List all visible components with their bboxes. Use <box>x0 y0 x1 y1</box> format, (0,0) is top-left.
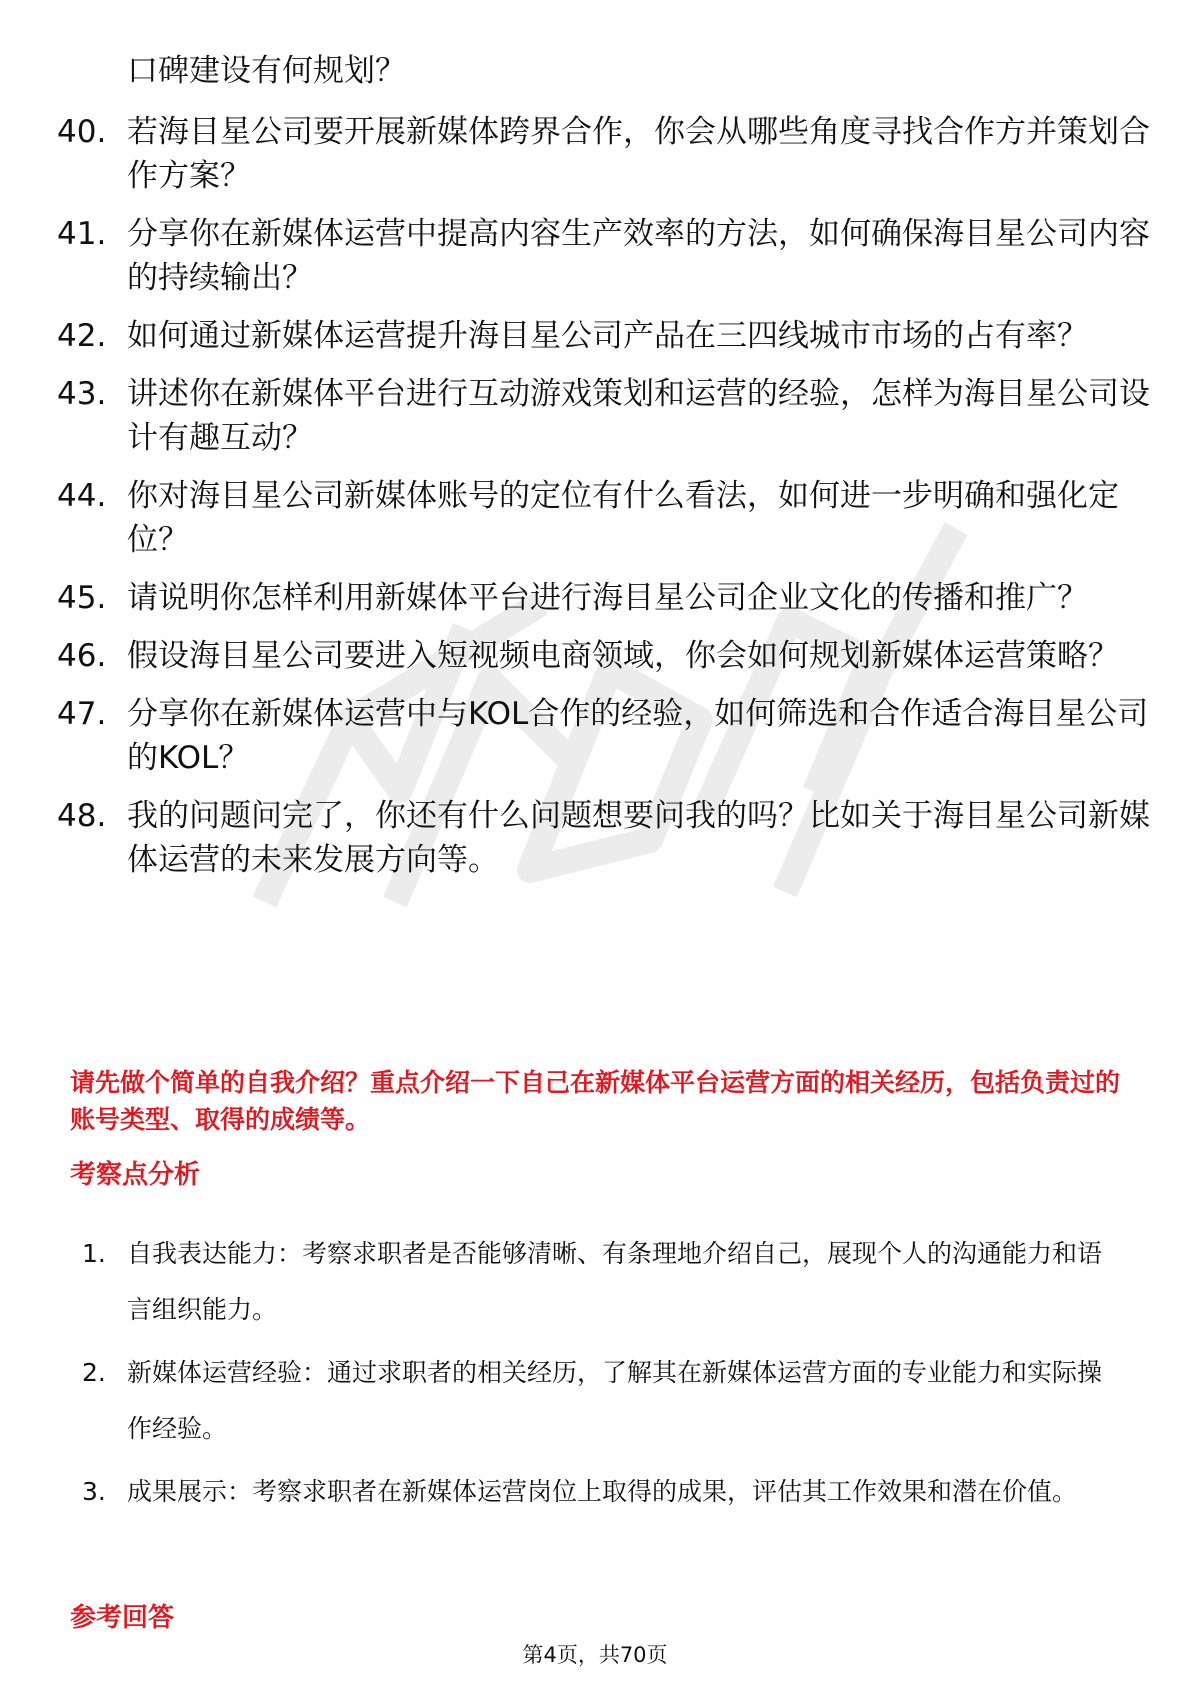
analysis-text: 自我表达能力：考察求职者是否能够清晰、有条理地介绍自己，展现个人的沟通能力和语言组织能力。 <box>127 1239 1103 1324</box>
question-text: 请说明你怎样利用新媒体平台进行海目星公司企业文化的传播和推广？ <box>127 580 1088 616</box>
question-item <box>57 110 1167 198</box>
question-text: 讲述你在新媒体平台进行互动游戏策划和运营的经验，怎样为海目星公司设计有趣互动？ <box>127 376 1150 456</box>
question-item <box>57 474 1167 562</box>
analysis-item <box>82 1226 1122 1338</box>
question-item <box>57 794 1167 882</box>
analysis-text: 新媒体运营经验：通过求职者的相关经历，了解其在新媒体运营方面的专业能力和实际操作经验。 <box>127 1358 1103 1443</box>
question-item <box>57 372 1167 460</box>
question-number: 45. <box>57 580 107 616</box>
question-text: 分享你在新媒体运营中与KOL合作的经验，如何筛选和合作适合海目星公司的KOL？ <box>127 696 1149 776</box>
answer-heading: 参考回答 <box>70 1603 175 1633</box>
question-text: 若海目星公司要开展新媒体跨界合作，你会从哪些角度寻找合作方并策划合作方案？ <box>127 114 1150 194</box>
question-item <box>57 634 1167 678</box>
question-number: 47. <box>57 696 107 732</box>
question-item <box>57 576 1167 620</box>
question-text: 分享你在新媒体运营中提高内容生产效率的方法，如何确保海目星公司内容的持续输出？ <box>127 216 1150 296</box>
page-number: 第4页，共70页 <box>522 1643 668 1667</box>
analysis-item <box>82 1345 1122 1457</box>
question-number: 44. <box>57 478 107 514</box>
analysis-number: 2. <box>82 1358 106 1387</box>
question-list <box>57 110 1150 896</box>
question-number: 48. <box>57 798 107 834</box>
analysis-list <box>82 1226 1122 1527</box>
question-number: 46. <box>57 638 107 674</box>
analysis-heading: 考察点分析 <box>70 1160 201 1190</box>
question-text: 假设海目星公司要进入短视频电商领域，你会如何规划新媒体运营策略？ <box>127 638 1119 674</box>
question-number: 42. <box>57 318 107 354</box>
question-text: 你对海目星公司新媒体账号的定位有什么看法，如何进一步明确和强化定位？ <box>127 478 1119 558</box>
question-number: 43. <box>57 376 107 412</box>
analysis-item <box>82 1464 1122 1520</box>
analysis-number: 3. <box>82 1477 106 1506</box>
analysis-text: 成果展示：考察求职者在新媒体运营岗位上取得的成果，评估其工作效果和潜在价值。 <box>127 1477 1078 1506</box>
question-item <box>57 692 1167 780</box>
analysis-number: 1. <box>82 1239 106 1268</box>
question-item <box>57 314 1167 358</box>
question-number: 41. <box>57 216 107 252</box>
question-text: 如何通过新媒体运营提升海目星公司产品在三四线城市市场的占有率？ <box>127 318 1088 354</box>
question-text: 我的问题问完了，你还有什么问题想要问我的吗？比如关于海目星公司新媒体运营的未来发展方向等。 <box>127 798 1150 878</box>
featured-question: 请先做个简单的自我介绍？重点介绍一下自己在新媒体平台运营方面的相关经历，包括负责过的账号类型、取得的成绩等。 <box>70 1068 1121 1134</box>
question-number: 40. <box>57 114 107 150</box>
question-39-continuation: 口碑建设有何规划？ <box>127 53 406 89</box>
question-item <box>57 212 1167 300</box>
